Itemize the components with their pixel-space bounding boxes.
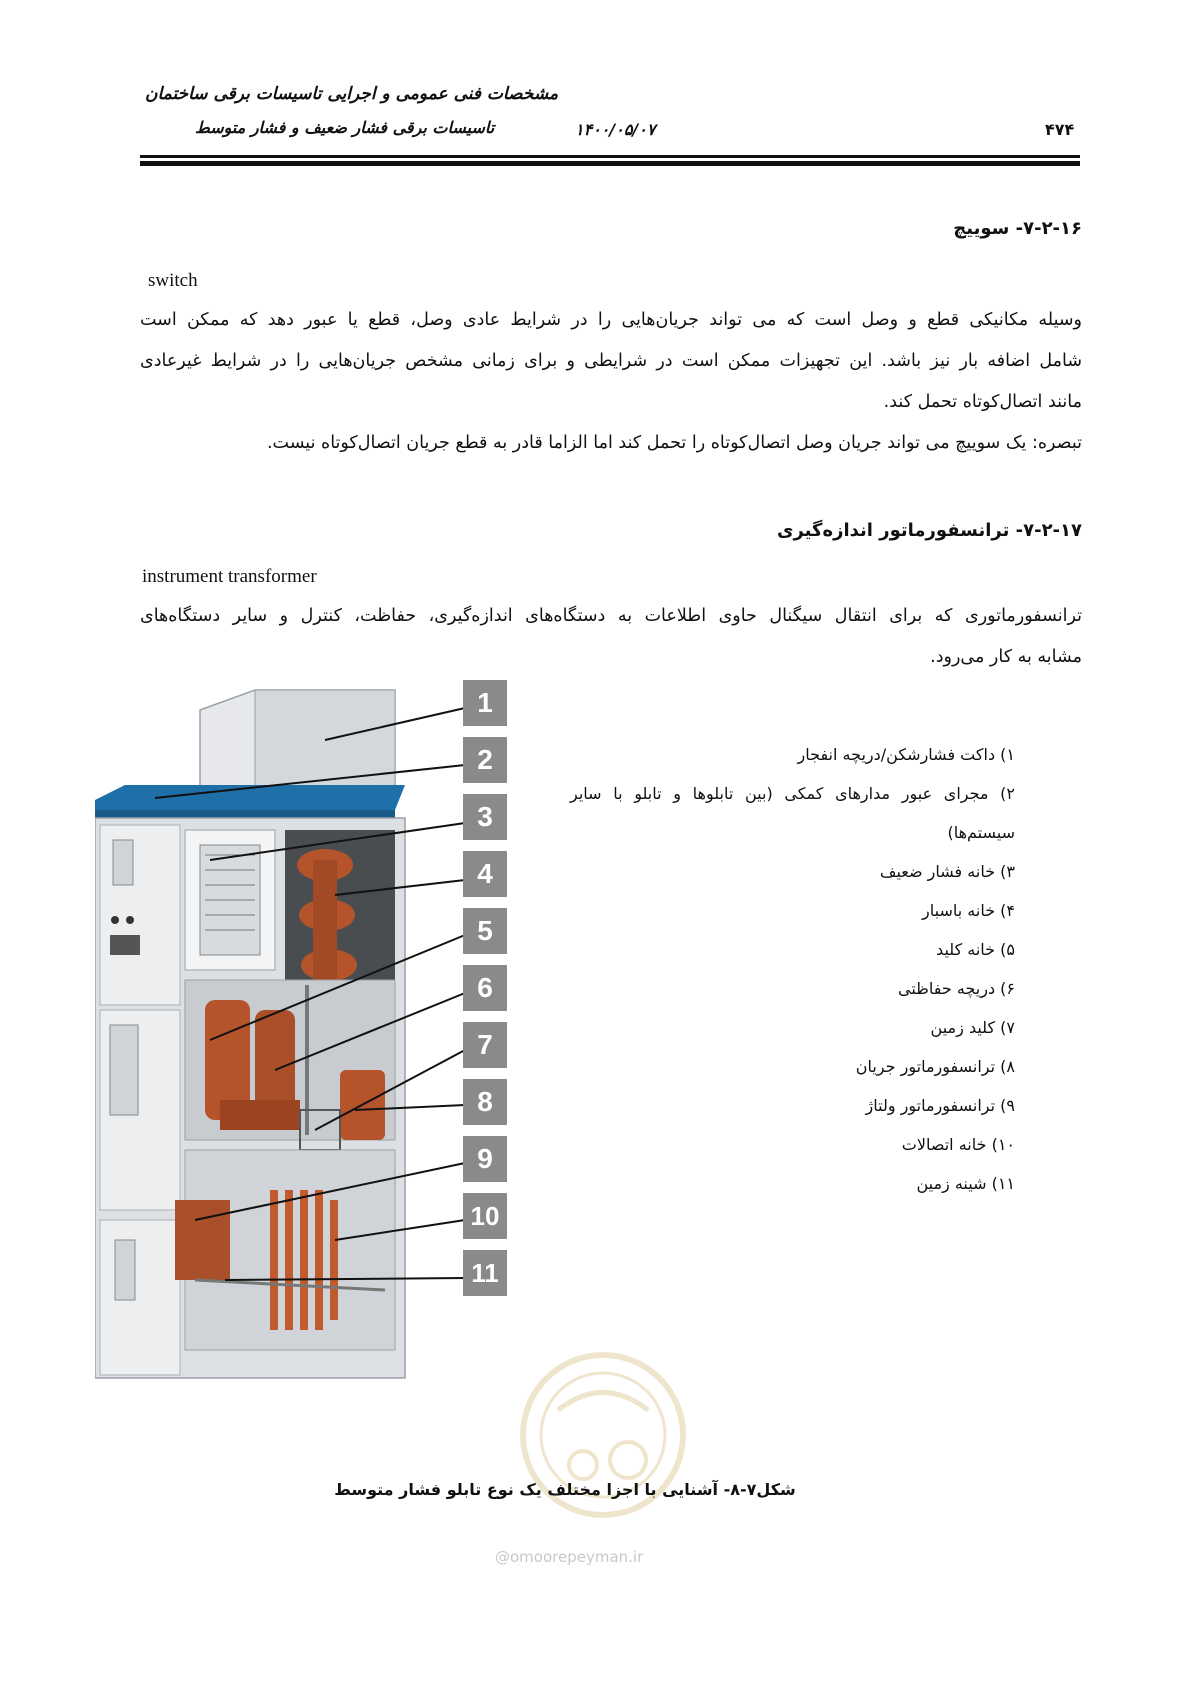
note-line: تبصره: یک سوییچ می تواند جریان وصل اتصال‌کوتاه را تحمل کند اما الزاما قادر به قطع جریان اتصال‌کوتاه نیست. [266,433,1082,453]
legend-item: ۲) مجرای عبور مدارهای کمکی (بین تابلوها و تابلو با سایر [570,784,1015,803]
english-term-instrument-transformer: instrument transformer [142,566,317,587]
section-heading-instrument-transformer: ۷-۲-۱۷- ترانسفورماتور اندازه‌گیری [776,520,1082,541]
callout-number-box: 2 [463,737,507,783]
watermark-site: @omoorepeyman.ir [495,1548,644,1566]
paragraph-line: مشابه به کار می‌رود. [930,647,1082,667]
callout-number-box: 9 [463,1136,507,1182]
paragraph-line: مانند اتصال‌کوتاه تحمل کند. [883,392,1082,412]
section1-paragraph [140,300,1082,464]
header-title-line2: تاسیسات برقی فشار ضعیف و فشار متوسط [195,118,495,137]
legend-item: ۴) خانه باسبار [922,901,1015,920]
seal-emblem-icon [488,1335,718,1535]
callout-number-box: 1 [463,680,507,726]
callout-number-box: 7 [463,1022,507,1068]
watermark-seal [488,1335,718,1535]
callout-number-box: 4 [463,851,507,897]
legend-item: ۳) خانه فشار ضعیف [879,862,1015,881]
header-rule-thin [140,155,1080,158]
paragraph-line: وسیله مکانیکی قطع و وصل است که می تواند جریان‌هایی را در شرایط عادی وصل، قطع یا عبور دهد که ممکن است [140,310,1082,330]
english-term-switch: switch [148,270,198,291]
callout-number-box: 10 [463,1193,507,1239]
section-heading-switch: ۷-۲-۱۶- سوییچ [953,218,1082,239]
paragraph-line: ترانسفورماتوری که برای انتقال سیگنال حاوی اطلاعات به دستگاه‌های اندازه‌گیری، حفاظت، کنترل و سایر دستگاه‌های [140,606,1082,626]
section2-paragraph [140,596,1082,678]
callout-number-box: 5 [463,908,507,954]
callout-number-box: 8 [463,1079,507,1125]
legend-item: ۱۰) خانه اتصالات [901,1135,1015,1154]
header-title-line1: مشخصات فنی عمومی و اجرایی تاسیسات برقی ساختمان [145,84,559,104]
callout-number-box: 3 [463,794,507,840]
legend-item: ۹) ترانسفورماتور ولتاژ [865,1096,1015,1115]
page-number: ۴۷۴ [1045,120,1075,139]
legend-item: سیستم‌ها) [947,823,1015,842]
callout-number-box: 11 [463,1250,507,1296]
legend-item: ۸) ترانسفورماتور جریان [855,1057,1015,1076]
legend-item: ۵) خانه کلید [936,940,1015,959]
legend-item: ۱۱) شینه زمین [916,1174,1015,1193]
paragraph-line: شامل اضافه بار نیز باشد. این تجهیزات ممکن است در شرایطی و برای زمانی مشخص جریان‌هایی را در شرایط غیرعادی [140,351,1082,371]
header-rule-thick [140,161,1080,166]
figure-caption: شکل۷-۸- آشنایی با اجزا مختلف یک نوع تابلو فشار متوسط [334,1480,796,1499]
legend-item: ۱) داکت فشارشکن/دریچه انفجار [797,745,1015,764]
callout-number-box: 6 [463,965,507,1011]
legend-item: ۷) کلید زمین [930,1018,1015,1037]
switchgear-illustration [95,680,555,1400]
legend-item: ۶) دریچه حفاظتی [898,979,1015,998]
header-date: ۱۴۰۰/۰۵/۰۷ [575,120,656,139]
figure-legend [570,735,1015,1203]
